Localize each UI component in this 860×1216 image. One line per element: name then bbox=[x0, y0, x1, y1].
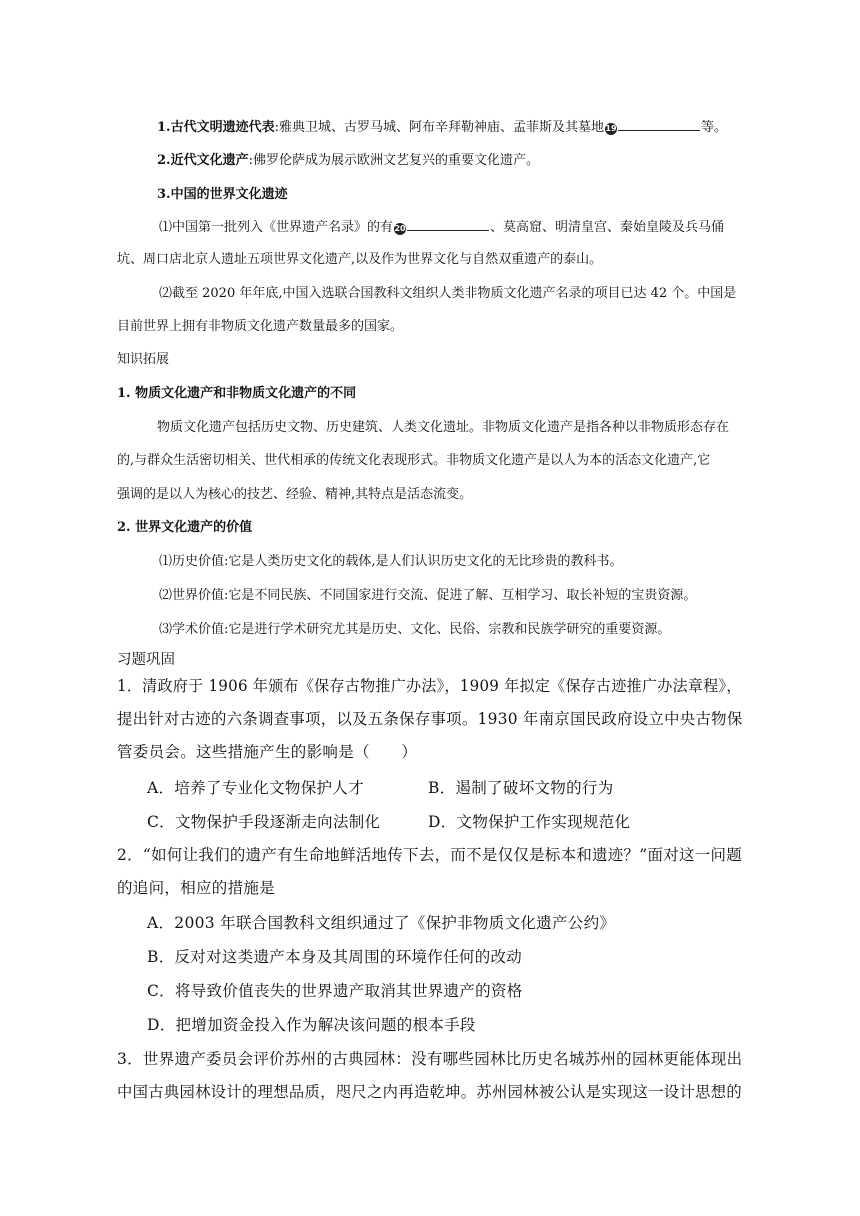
item-1-label: 1.古代文明遗迹代表 bbox=[157, 120, 275, 135]
question-1-option-b[interactable]: B．遏制了破坏文物的行为 bbox=[428, 779, 614, 797]
item-3-para-1-a: ⑴中国第一批列入《世界遗产名录》的有 bbox=[159, 220, 394, 235]
extension-section-1-title: 1. 物质文化遗产和非物质文化遗产的不同 bbox=[117, 386, 357, 401]
question-1-line-2: 提出针对古迹的六条调查事项，以及五条保存事项。1930 年南京国民政府设立中央古物保 bbox=[117, 710, 743, 728]
item-3-para-1-b: 、莫高窟、明清皇宫、秦始皇陵及兵马俑 bbox=[490, 220, 725, 235]
extension-heading: 知识拓展 bbox=[117, 352, 170, 367]
question-1-line-1: 1．清政府于 1906 年颁布《保存古物推广办法》，1909 年拟定《保存古迹推广办法章程》， bbox=[117, 677, 742, 695]
item-3-para-1-line-2: 坑、周口店北京人遗址五项世界文化遗产,以及作为世界文化与自然双重遗产的泰山。 bbox=[117, 252, 603, 267]
question-1-option-d[interactable]: D．文物保护工作实现规范化 bbox=[428, 813, 631, 831]
heritage-item-1 bbox=[157, 116, 727, 135]
question-2-line-2: 的追问，相应的措施是 bbox=[117, 879, 276, 897]
heritage-item-2 bbox=[157, 149, 539, 168]
extension-section-2-item-1: ⑴历史价值:它是人类历史文化的载体,是人们认识历史文化的无比珍贵的教科书。 bbox=[159, 554, 623, 569]
fill-in-blank-19[interactable] bbox=[618, 118, 700, 131]
circled-marker-20: 20 bbox=[394, 224, 406, 233]
question-3-line-2: 中国古典园林设计的理想品质，咫尺之内再造乾坤。苏州园林被公认是实现这一设计思想的 bbox=[117, 1083, 743, 1101]
item-3-para-2-line-2: 目前世界上拥有非物质文化遗产数量最多的国家。 bbox=[117, 319, 404, 334]
question-2-option-c[interactable]: C．将导致价值丧失的世界遗产取消其世界遗产的资格 bbox=[147, 982, 523, 1000]
extension-section-1-line-2: 的,与群众生活密切相关、世代相承的传统文化表现形式。非物质文化遗产是以人为本的活态文化遗产,它 bbox=[117, 453, 711, 468]
extension-section-2-item-3: ⑶学术价值:它是进行学术研究尤其是历史、文化、民俗、宗教和民族学研究的重要资源。 bbox=[159, 622, 671, 637]
circled-marker-19: 19 bbox=[605, 124, 617, 133]
question-2-line-1: 2．“如何让我们的遗产有生命地鲜活地传下去，而不是仅仅是标本和遗迹？”面对这一问题 bbox=[117, 846, 743, 864]
item-2-label: 2.近代文化遗产 bbox=[157, 153, 249, 168]
exercises-heading: 习题巩固 bbox=[117, 652, 175, 668]
question-1-option-a[interactable]: A．培养了专业化文物保护人才 bbox=[147, 779, 364, 797]
item-3-heading: 3.中国的世界文化遗迹 bbox=[157, 187, 288, 202]
fill-in-blank-20[interactable] bbox=[407, 218, 489, 231]
extension-section-2-title: 2. 世界文化遗产的价值 bbox=[117, 520, 253, 535]
item-3-para-1-line-1 bbox=[159, 216, 724, 235]
item-2-text: :佛罗伦萨成为展示欧洲文艺复兴的重要文化遗产。 bbox=[248, 153, 539, 168]
extension-section-1-line-3: 强调的是以人为核心的技艺、经验、精神,其特点是活态流变。 bbox=[117, 487, 473, 502]
question-2-option-d[interactable]: D．把增加资金投入作为解决该问题的根本手段 bbox=[147, 1016, 476, 1034]
question-2-option-a[interactable]: A．2003 年联合国教科文组织通过了《保护非物质文化遗产公约》 bbox=[147, 914, 616, 932]
question-1-line-3: 管委员会。这些措施产生的影响是（ ） bbox=[117, 743, 418, 761]
question-2-option-b[interactable]: B．反对对这类遗产本身及其周围的环境作任何的改动 bbox=[147, 948, 523, 966]
question-3-line-1: 3．世界遗产委员会评价苏州的古典园林：没有哪些园林比历史名城苏州的园林更能体现出 bbox=[117, 1050, 743, 1068]
extension-section-2-item-2: ⑵世界价值:它是不同民族、不同国家进行交流、促进了解、互相学习、取长补短的宝贵资源。 bbox=[159, 588, 697, 603]
question-1-option-c[interactable]: C．文物保护手段逐渐走向法制化 bbox=[147, 813, 381, 831]
item-1-end: 等。 bbox=[700, 120, 727, 135]
extension-section-1-line-1: 物质文化遗产包括历史文物、历史建筑、人类文化遗址。非物质文化遗产是指各种以非物质形态存在 bbox=[157, 420, 730, 435]
item-1-text: :雅典卫城、古罗马城、阿布辛拜勒神庙、孟菲斯及其墓地 bbox=[274, 120, 604, 135]
item-3-para-2-line-1: ⑵截至 2020 年年底,中国入选联合国教科文组织人类非物质文化遗产名录的项目已达 42 个。中国是 bbox=[159, 286, 737, 301]
